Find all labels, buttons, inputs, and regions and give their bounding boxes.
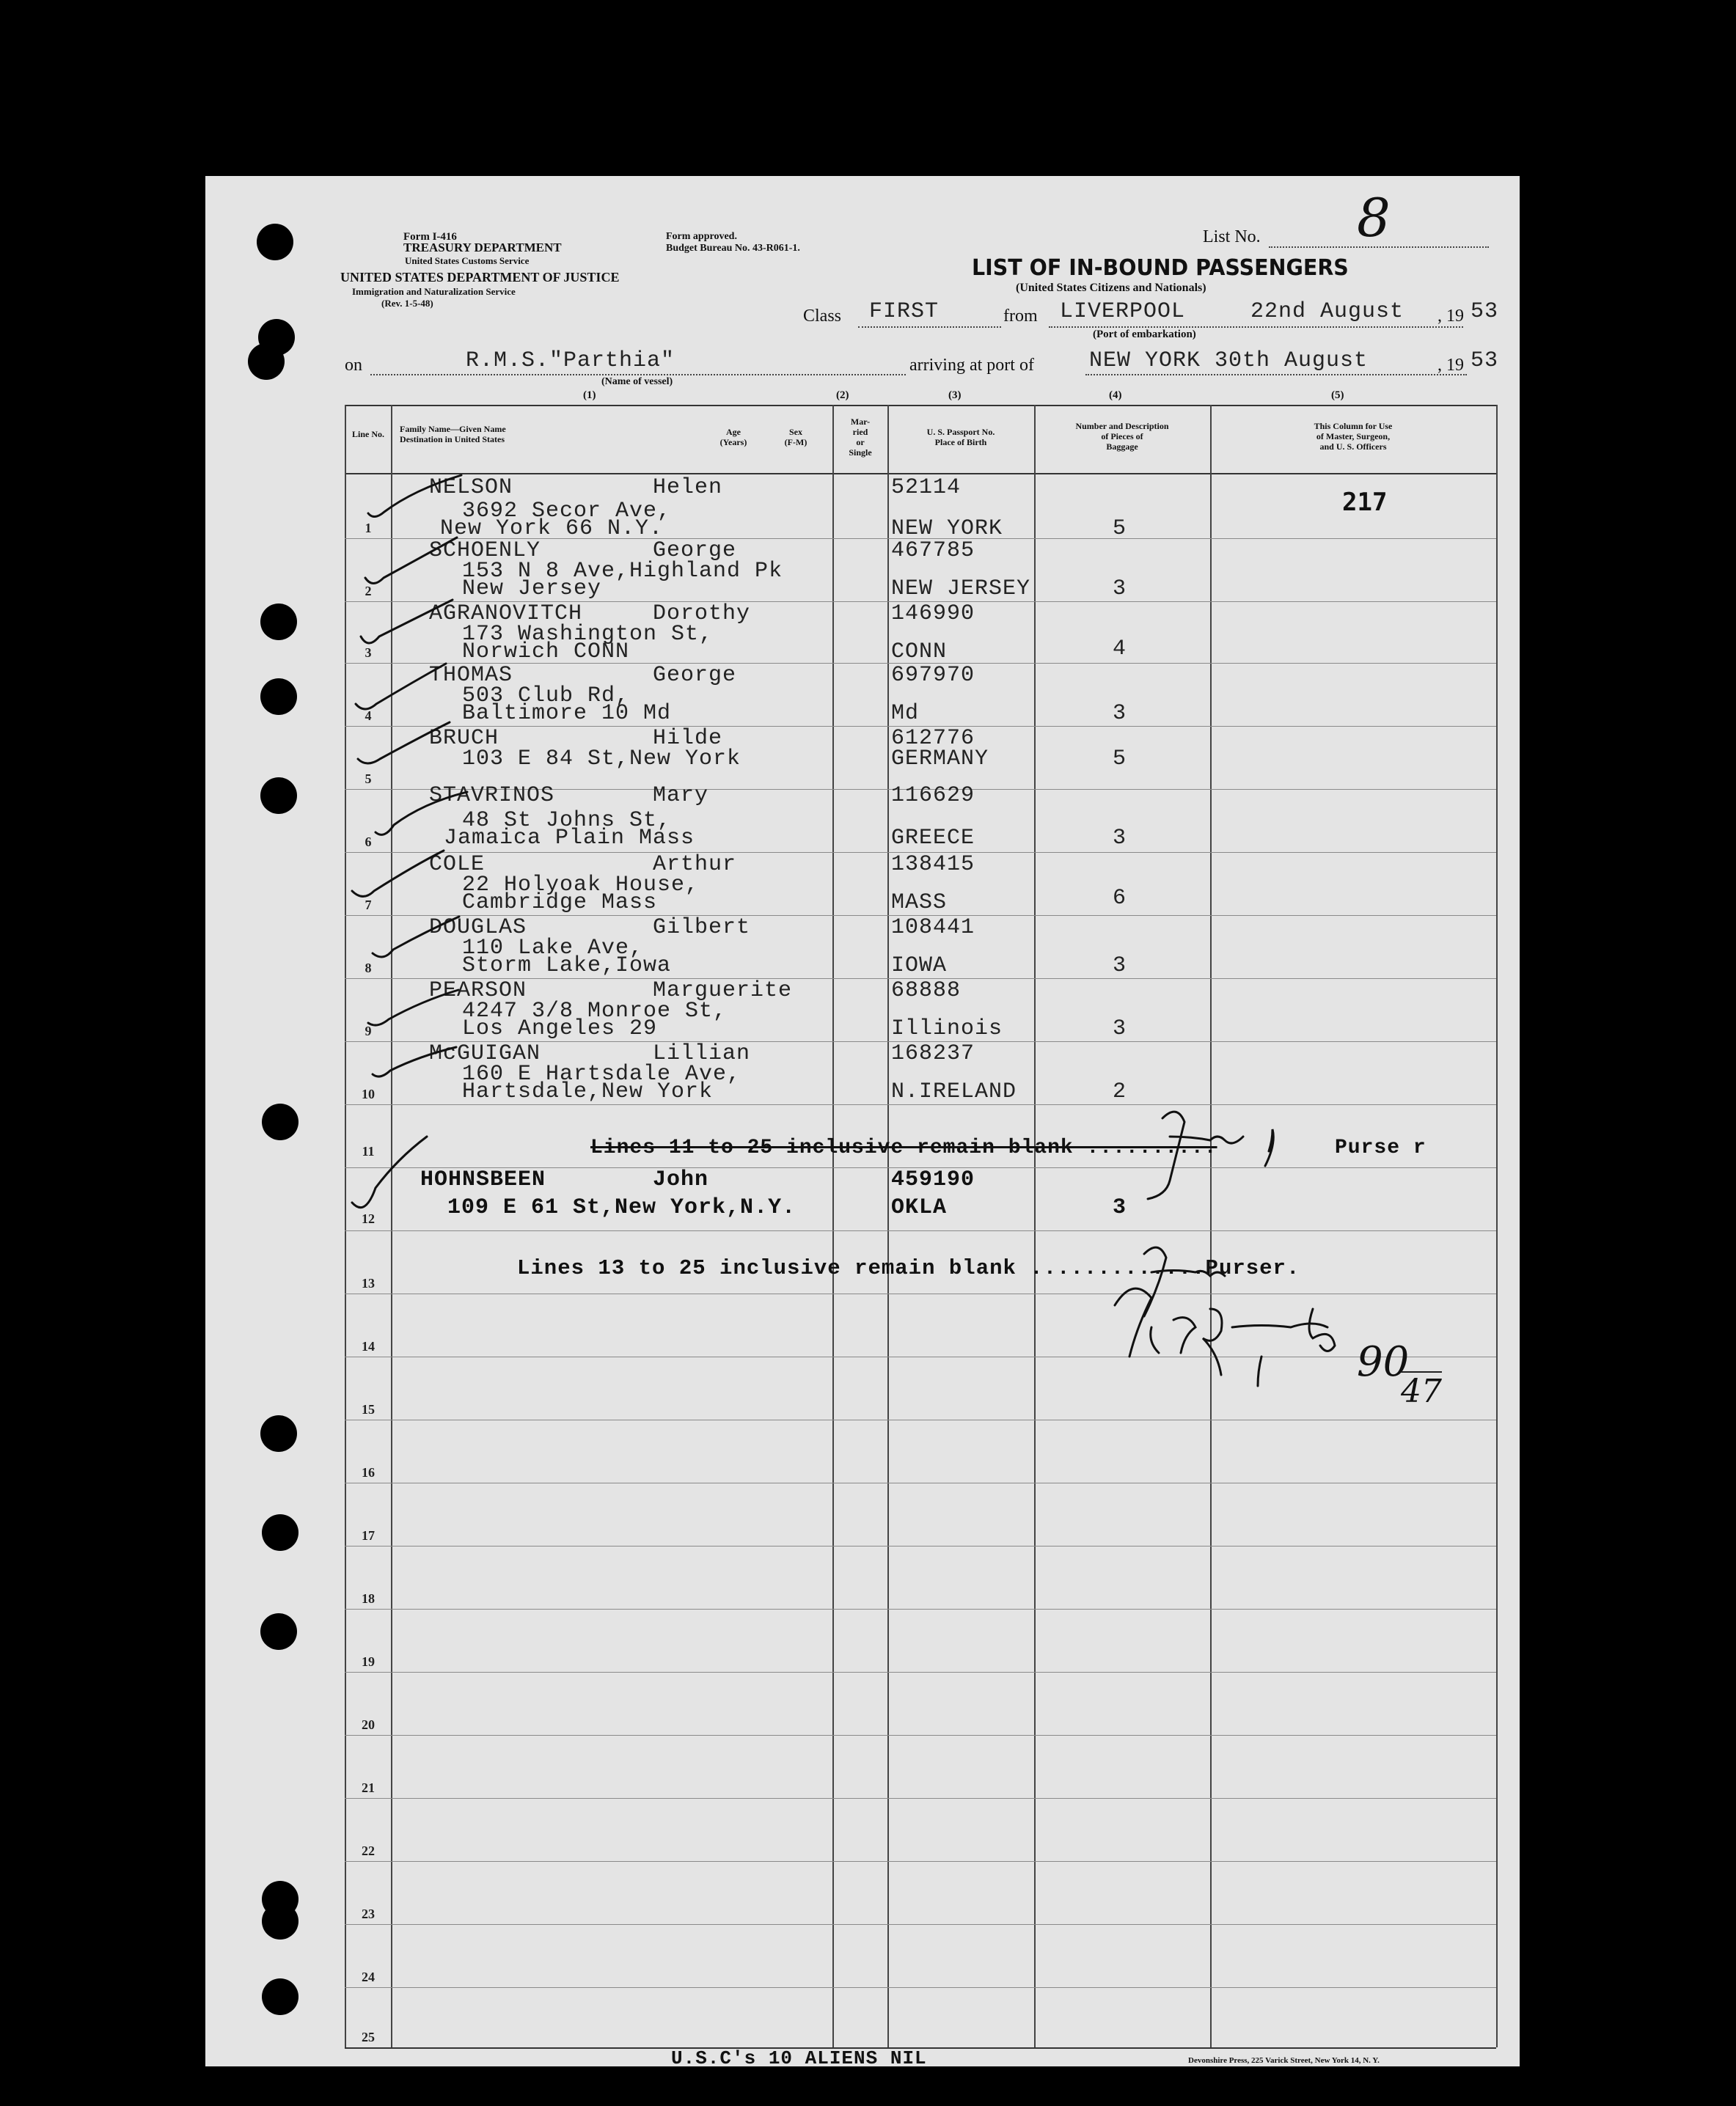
address-line-1: 160 E Hartsdale Ave, (462, 1062, 741, 1087)
ins-service: Immigration and Naturalization Service (352, 286, 516, 297)
passport-number: 459190 (891, 1167, 975, 1192)
col-num-4: (4) (1109, 389, 1122, 401)
treasury-dept: TREASURY DEPARTMENT (403, 241, 562, 254)
address-line-1: 110 Lake Ave, (462, 936, 644, 961)
check-mark-icon (368, 475, 461, 517)
arriving-label: arriving at port of (909, 356, 1034, 375)
line-number: 16 (362, 1465, 375, 1480)
passport-number: 68888 (891, 978, 962, 1003)
line-number: 7 (365, 898, 372, 912)
line-number: 3 (365, 645, 372, 660)
address-line-1: 103 E 84 St,New York (462, 746, 741, 771)
line-number: 5 (365, 771, 372, 786)
vessel-caption: (Name of vessel) (601, 376, 673, 387)
header-baggage: Number and Description of Pieces of Baggage (1075, 421, 1169, 452)
given-name: Marguerite (653, 978, 793, 1003)
given-name: Lillian (653, 1041, 751, 1066)
family-name: PEARSON (429, 978, 527, 1003)
line-number: 18 (362, 1591, 375, 1606)
baggage-count: 5 (1113, 516, 1127, 541)
passport-number: 138415 (891, 852, 975, 877)
family-name: BRUCH (429, 726, 499, 751)
address-line-1: 503 Club Rd, (462, 683, 630, 708)
line-number: 12 (362, 1211, 375, 1226)
line-number: 1 (365, 521, 372, 535)
line-number: 25 (362, 2030, 375, 2044)
line-number: 13 (362, 1276, 375, 1291)
place-of-birth: IOWA (891, 953, 948, 978)
purser-label-struck: Purse r (1335, 1137, 1426, 1159)
line-number: 6 (365, 834, 372, 849)
passport-number: 467785 (891, 538, 975, 563)
arrival-year: 53 (1471, 348, 1499, 373)
check-mark-icon (361, 600, 453, 643)
place-of-birth: MASS (891, 890, 948, 915)
header-age: Age (Years) (719, 427, 747, 447)
baggage-count: 5 (1113, 746, 1127, 771)
place-of-birth: CONN (891, 639, 948, 664)
handwritten-number: 90 (1357, 1338, 1410, 1386)
form-number: Form I-416 (403, 231, 457, 243)
baggage-count: 3 (1113, 576, 1127, 601)
place-of-birth: Md (891, 701, 920, 726)
page-subtitle: (United States Citizens and Nationals) (1016, 282, 1206, 294)
blank-lines-note: Lines 13 to 25 inclusive remain blank .............Purser. (517, 1256, 1300, 1280)
struck-blank-note: Lines 11 to 25 inclusive remain blank .......... (590, 1137, 1217, 1159)
passport-number: 146990 (891, 601, 975, 626)
header-sex: Sex (F-M) (784, 427, 807, 447)
family-name: THOMAS (429, 663, 513, 688)
given-name: Hilde (653, 726, 723, 751)
line-number: 9 (365, 1024, 372, 1038)
on-label: on (345, 356, 362, 375)
place-of-birth: GERMANY (891, 746, 989, 771)
purser-signature-icon (1148, 1112, 1273, 1199)
given-name: George (653, 663, 737, 688)
passport-number: 116629 (891, 783, 975, 808)
address-line-1: 153 N 8 Ave,Highland Pk (462, 559, 783, 584)
line-number: 4 (365, 708, 372, 723)
passport-number: 697970 (891, 663, 975, 688)
address-line-1: 4247 3/8 Monroe St, (462, 999, 728, 1024)
place-of-birth: NEW YORK (891, 516, 1003, 541)
line-number: 17 (362, 1528, 375, 1543)
line-number: 19 (362, 1654, 375, 1669)
line-number: 11 (362, 1144, 375, 1159)
baggage-count: 3 (1113, 701, 1127, 726)
header-officers: This Column for Use of Master, Surgeon, and U. S. Officers (1314, 421, 1393, 452)
baggage-count: 3 (1113, 826, 1127, 851)
address-line-1: 173 Washington St, (462, 622, 714, 647)
place-of-birth: GREECE (891, 826, 975, 851)
passport-number: 52114 (891, 475, 962, 500)
family-name: SCHOENLY (429, 538, 541, 563)
passport-number: 168237 (891, 1041, 975, 1066)
address-line-2: New York 66 N.Y. (440, 516, 664, 541)
col-num-1: (1) (583, 389, 596, 401)
place-of-birth: Illinois (891, 1016, 1003, 1041)
customs-service: United States Customs Service (405, 255, 530, 266)
line-number: 21 (362, 1780, 375, 1795)
given-name: John (653, 1167, 709, 1192)
baggage-count: 3 (1113, 953, 1127, 978)
check-mark-icon (373, 1047, 456, 1076)
given-name: Arthur (653, 852, 737, 877)
passport-number: 108441 (891, 915, 975, 940)
arrival-year-prefix: , 19 (1437, 356, 1464, 375)
col-num-3: (3) (948, 389, 962, 401)
given-name: Gilbert (653, 915, 751, 940)
address-line-1: 3692 Secor Ave, (462, 499, 672, 524)
baggage-count: 6 (1113, 886, 1127, 911)
place-of-birth: N.IRELAND (891, 1079, 1017, 1104)
check-mark-icon (352, 1137, 427, 1208)
address-line-2: Cambridge Mass (462, 890, 658, 915)
header-line-no: Line No. (351, 429, 384, 439)
purser-signature-icon (1144, 1247, 1225, 1316)
address-line-2: Jamaica Plain Mass (444, 826, 695, 851)
address-line-2: Storm Lake,Iowa (462, 953, 672, 978)
family-name: HOHNSBEEN (420, 1167, 546, 1192)
check-mark-icon (373, 917, 459, 957)
header-passport: U. S. Passport No. Place of Birth (926, 427, 995, 447)
departure-date: 22nd August (1250, 299, 1404, 324)
address-line-1: 109 E 61 St,New York,N.Y. (447, 1195, 796, 1220)
port-caption: (Port of embarkation) (1093, 329, 1196, 340)
given-name: George (653, 538, 737, 563)
list-no-value: 8 (1357, 187, 1391, 249)
line-number: 22 (362, 1843, 375, 1858)
place-of-birth: NEW JERSEY (891, 576, 1031, 601)
address-line-1: 22 Holyoak House, (462, 873, 700, 898)
from-label: from (1003, 307, 1038, 326)
checkmarks-and-signatures (205, 176, 1520, 2066)
page-title: LIST OF IN-BOUND PASSENGERS (972, 255, 1349, 281)
line-number: 15 (362, 1402, 375, 1417)
family-name: AGRANOVITCH (429, 601, 583, 626)
line-number: 8 (365, 961, 372, 975)
col-num-2: (2) (836, 389, 849, 401)
from-value: LIVERPOOL (1060, 299, 1186, 324)
address-line-1: 48 St Johns St, (462, 808, 672, 833)
officer-note: 217 (1342, 488, 1388, 517)
family-name: NELSON (429, 475, 513, 500)
line-number: 20 (362, 1717, 375, 1732)
check-mark-icon (358, 722, 450, 763)
arrival-port-date: NEW YORK 30th August (1089, 348, 1369, 373)
passenger-list-page (205, 176, 1520, 2066)
form-revision: (Rev. 1-5-48) (381, 298, 433, 309)
vessel-name: R.M.S."Parthia" (466, 348, 675, 373)
family-name: DOUGLAS (429, 915, 527, 940)
place-of-birth: OKLA (891, 1195, 948, 1220)
address-line-2: Hartsdale,New York (462, 1079, 714, 1104)
officer-signature-icon (1115, 1288, 1335, 1375)
family-name: COLE (429, 852, 486, 877)
footer-summary: U.S.C's 10 ALIENS NIL (671, 2047, 927, 2066)
form-approved: Form approved. (666, 231, 737, 242)
justice-dept: UNITED STATES DEPARTMENT OF JUSTICE (340, 270, 620, 285)
baggage-count: 4 (1113, 636, 1127, 661)
address-line-2: Norwich CONN (462, 639, 630, 664)
given-name: Helen (653, 475, 723, 500)
header-married: Mar- ried or Single (849, 417, 872, 458)
line-number: 10 (362, 1087, 375, 1101)
handwritten-sub: 47 (1401, 1373, 1442, 1410)
check-mark-icon (365, 537, 457, 584)
line-number: 24 (362, 1970, 375, 1984)
printer-credit: Devonshire Press, 225 Varick Street, New York 14, N. Y. (1188, 2056, 1380, 2065)
address-line-2: Los Angeles 29 (462, 1016, 658, 1041)
col-num-5: (5) (1331, 389, 1344, 401)
family-name: STAVRINOS (429, 783, 555, 808)
departure-year: 53 (1471, 299, 1499, 324)
check-mark-icon (356, 664, 446, 709)
baggage-count: 2 (1113, 1079, 1127, 1104)
check-mark-icon (376, 792, 467, 834)
budget-bureau: Budget Bureau No. 43-R061-1. (666, 243, 800, 254)
class-label: Class (803, 307, 842, 326)
baggage-count: 3 (1113, 1016, 1127, 1041)
family-name: McGUIGAN (429, 1041, 541, 1066)
check-mark-icon (368, 990, 458, 1025)
baggage-count: 3 (1113, 1195, 1127, 1220)
passport-number: 612776 (891, 726, 975, 751)
list-no-label: List No. (1203, 227, 1261, 246)
address-line-2: New Jersey (462, 576, 602, 601)
address-line-2: Baltimore 10 Md (462, 701, 672, 726)
line-number: 2 (365, 584, 372, 598)
departure-year-prefix: , 19 (1437, 307, 1464, 326)
given-name: Dorothy (653, 601, 751, 626)
officer-signature-icon (1258, 1357, 1261, 1386)
header-name: Family Name—Given Name Destination in United States (400, 424, 506, 444)
given-name: Mary (653, 783, 709, 808)
line-number: 14 (362, 1339, 375, 1354)
check-mark-icon (352, 851, 444, 897)
class-value: FIRST (869, 299, 940, 324)
line-number: 23 (362, 1907, 375, 1921)
